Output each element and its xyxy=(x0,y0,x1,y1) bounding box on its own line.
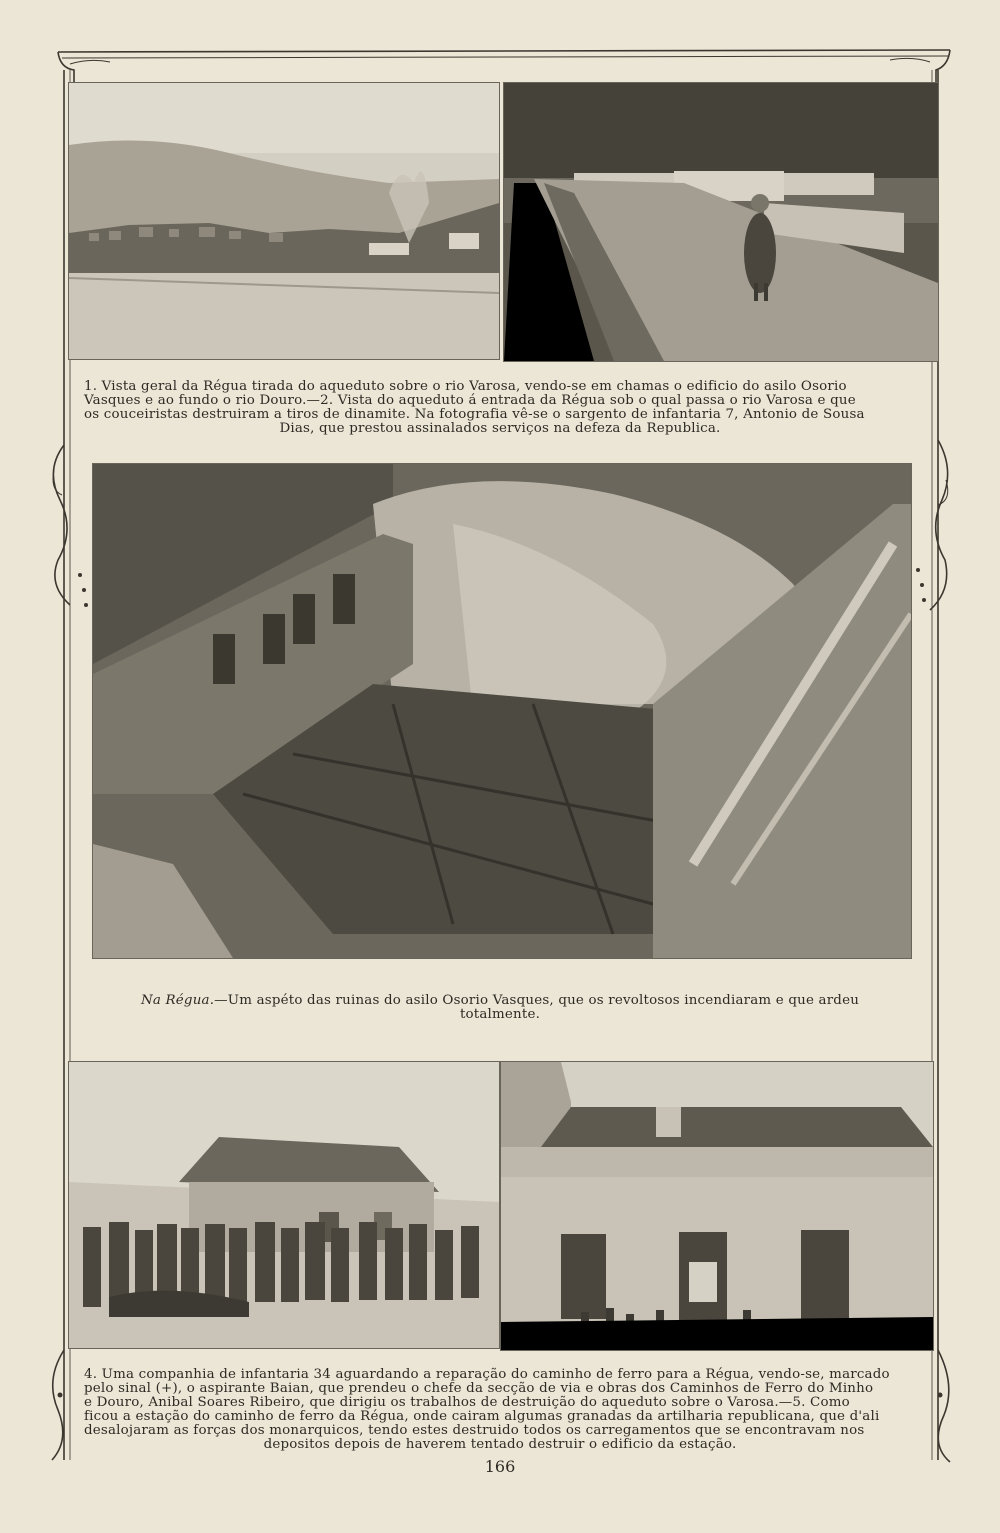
caption-line: Vasques e ao fundo o rio Douro.—2. Vista do aqueduto á entrada da Régua sob o qual passa o rio Varosa e que xyxy=(84,393,856,408)
page-number: 166 xyxy=(484,1457,516,1476)
caption-line: desalojaram as forças dos monarquicos, tendo estes destruido todos os carregamentos que se encontravam nos xyxy=(84,1423,865,1438)
caption-photos-4-5 xyxy=(84,1368,916,1452)
caption-photos-1-2 xyxy=(84,380,916,436)
caption-line: totalmente. xyxy=(459,1007,541,1022)
caption-line: 4. Uma companhia de infantaria 34 aguardando a reparação do caminho de ferro para a Régua, vendo-se, marcado xyxy=(84,1367,890,1382)
caption-text: —Um aspéto das ruinas do asilo Osorio Vasques, que os revoltosos incendiaram e que ardeu xyxy=(214,993,860,1008)
photo-asylum-ruins xyxy=(92,463,912,959)
caption-line: ficou a estação do caminho de ferro da Régua, onde cairam algumas granadas da artilharia republicana, que d'ali xyxy=(84,1409,880,1424)
caption-line: pelo sinal (+), o aspirante Baian, que prendeu o chefe da secção de via e obras dos Caminhos de Ferro do Minho xyxy=(84,1381,874,1396)
photo-infantry-company xyxy=(68,1061,500,1349)
caption-place-label: Na Régua. xyxy=(140,993,215,1008)
caption-line: 1. Vista geral da Régua tirada do aqueduto sobre o rio Varosa, vendo-se em chamas o edificio do asilo Osorio xyxy=(84,379,847,394)
caption-line: e Douro, Anibal Soares Ribeiro, que dirigiu os trabalhos de destruição do aqueduto sobre o Varosa.—5. Como xyxy=(84,1395,850,1410)
caption-line: os couceiristas destruiram a tiros de dinamite. Na fotografia vê-se o sargento de infantaria 7, Antonio de Sousa xyxy=(84,407,865,422)
caption-line: Dias, que prestou assinalados serviços na defeza da Republica. xyxy=(279,421,721,436)
caption-line: depositos depois de haverem tentado destruir o edificio da estação. xyxy=(263,1437,737,1452)
photo-regua-general-view xyxy=(68,82,500,360)
caption-photo-3 xyxy=(120,994,880,1022)
photo-aqueduct xyxy=(503,82,939,362)
photo-railway-station xyxy=(500,1061,934,1351)
